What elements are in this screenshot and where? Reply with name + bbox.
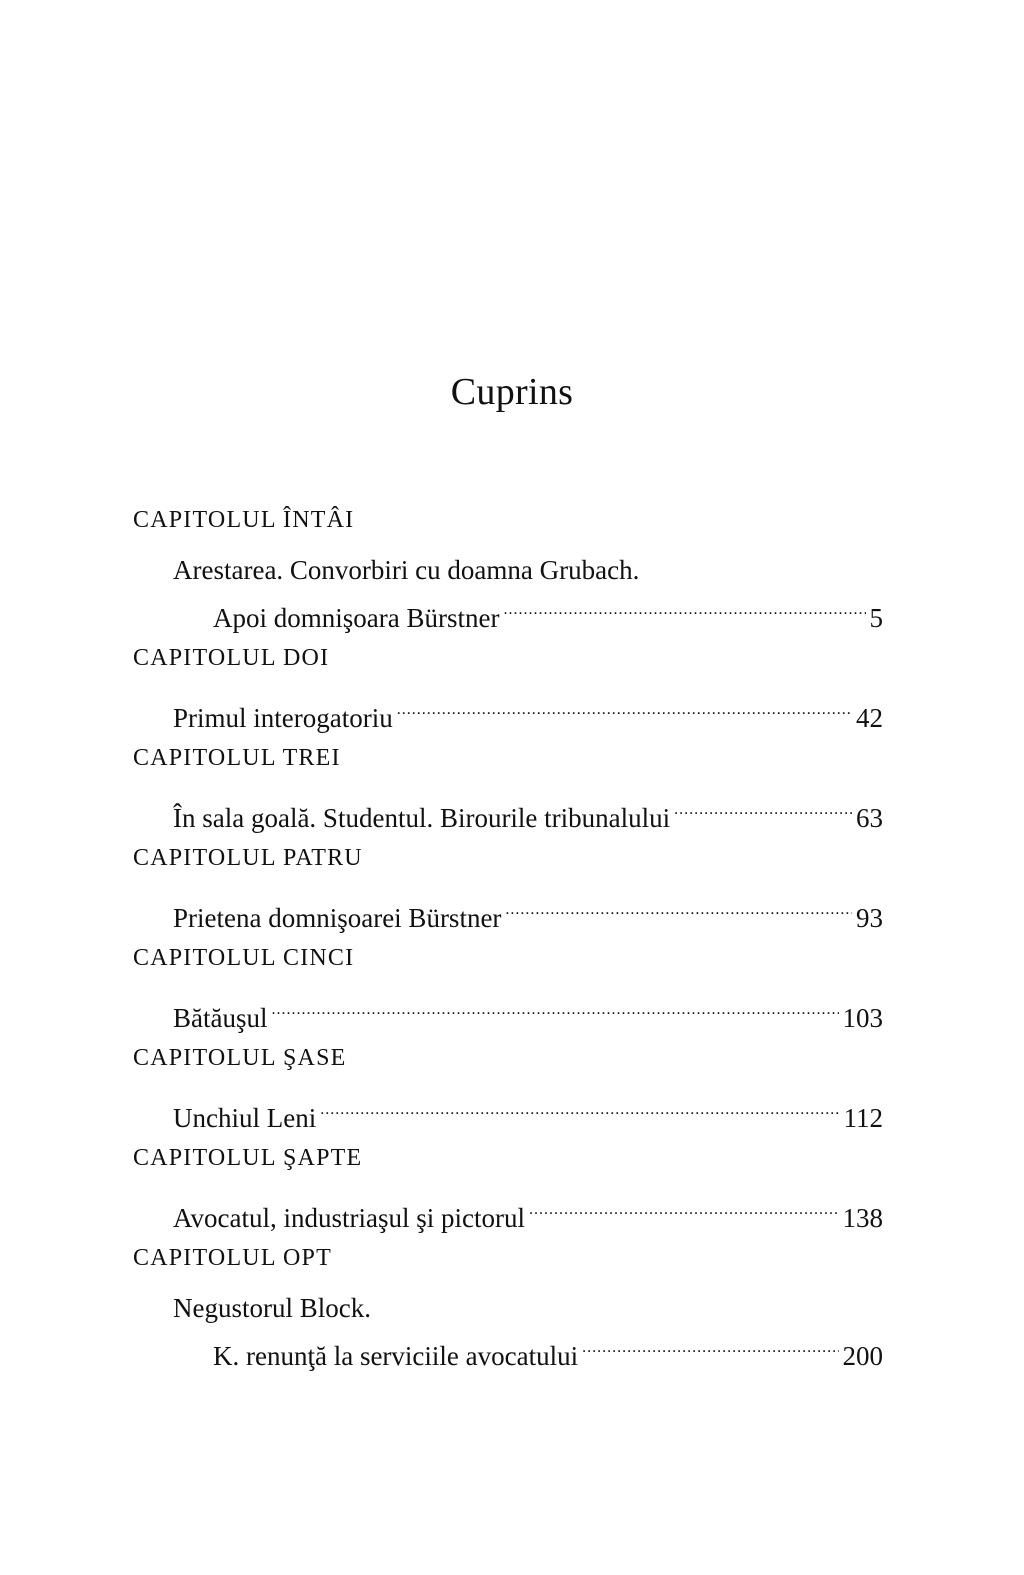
chapter-heading: CAPITOLUL ŞAPTE <box>133 1145 363 1171</box>
entry-title: Avocatul, industriaşul şi pictorul <box>173 1203 525 1233</box>
page-number: 103 <box>842 1003 883 1033</box>
toc-chapter-1 <box>133 505 883 643</box>
toc-chapter-4 <box>133 843 883 943</box>
page-number: 200 <box>842 1341 883 1371</box>
page-number: 112 <box>843 1103 883 1133</box>
entry-title: K. renunţă la serviciile avocatului <box>213 1341 579 1371</box>
toc-entry[interactable] <box>173 551 883 633</box>
page-number: 63 <box>856 803 883 833</box>
entry-title: Primul interogatoriu <box>173 703 393 733</box>
entry-title-line1: Negustorul Block. <box>173 1293 371 1323</box>
entry-title: Prietena domnişoarei Bürstner <box>173 903 502 933</box>
entry-title: Apoi domnişoara Bürstner <box>213 603 500 633</box>
page-title: Cuprins <box>450 371 574 413</box>
chapter-heading: CAPITOLUL OPT <box>133 1245 332 1271</box>
entry-title: În sala goală. Studentul. Birourile tribunalului <box>173 803 671 833</box>
page-number: 5 <box>869 603 883 633</box>
toc-entry[interactable] <box>173 1189 883 1233</box>
toc-entry[interactable] <box>173 1289 883 1371</box>
toc-entry[interactable] <box>173 889 883 933</box>
page-number: 93 <box>856 903 883 933</box>
toc-chapter-5 <box>133 943 883 1043</box>
toc-entry[interactable] <box>173 989 883 1033</box>
chapter-heading: CAPITOLUL DOI <box>133 645 330 671</box>
dot-leader <box>320 1089 839 1127</box>
dot-leader <box>674 789 852 827</box>
dot-leader <box>582 1327 838 1365</box>
chapter-heading: CAPITOLUL CINCI <box>133 945 355 971</box>
dot-leader <box>397 689 852 727</box>
dot-leader <box>272 989 839 1027</box>
chapter-heading: CAPITOLUL ÎNTÂI <box>133 507 355 533</box>
dot-leader <box>503 589 865 627</box>
entry-title: Unchiul Leni <box>173 1103 317 1133</box>
page-number: 42 <box>856 703 883 733</box>
toc-chapter-3 <box>133 743 883 843</box>
chapter-heading: CAPITOLUL PATRU <box>133 845 363 871</box>
toc-chapter-6 <box>133 1043 883 1143</box>
toc-chapter-8 <box>133 1243 883 1371</box>
table-of-contents <box>133 505 883 1371</box>
page-number: 138 <box>842 1203 883 1233</box>
entry-title-line1: Arestarea. Convorbiri cu doamna Grubach. <box>173 555 640 585</box>
toc-chapter-2 <box>133 643 883 743</box>
chapter-heading: CAPITOLUL ŞASE <box>133 1045 347 1071</box>
dot-leader <box>529 1189 839 1227</box>
chapter-heading: CAPITOLUL TREI <box>133 745 341 771</box>
toc-entry[interactable] <box>173 1089 883 1133</box>
toc-chapter-7 <box>133 1143 883 1243</box>
entry-title: Bătăuşul <box>173 1003 268 1033</box>
dot-leader <box>505 889 852 927</box>
toc-entry[interactable] <box>173 689 883 733</box>
toc-entry[interactable] <box>173 789 883 833</box>
